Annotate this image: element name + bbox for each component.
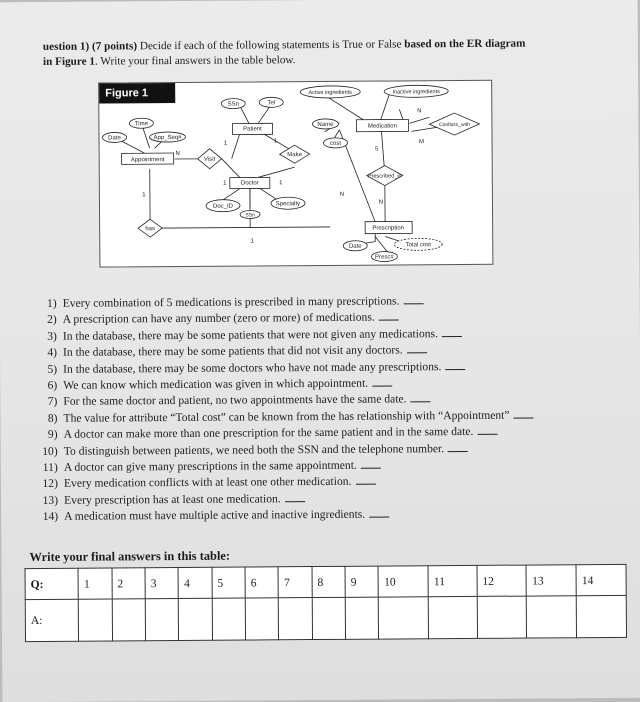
card-appt-n: N <box>175 151 179 157</box>
attr-date-appt-label: Date <box>108 135 121 141</box>
statement-3: 3) In the database, there may be some patients that were not given any medications. <box>27 325 617 346</box>
attr-cost-label: cost <box>330 141 341 147</box>
rel-make-label: Make <box>287 152 302 158</box>
question-instruction: . Write your final answers in the table below. <box>95 54 296 67</box>
attr-specialty-label: Specialty <box>276 201 300 207</box>
answer-cell-5[interactable] <box>212 598 246 640</box>
attr-date-presc-label: Date <box>349 244 362 250</box>
question-lead: uestion 1) (7 points) <box>43 40 137 53</box>
answer-cell-9[interactable] <box>345 598 379 640</box>
attr-ssn-doctor-label: SSn <box>245 212 255 218</box>
answer-cell-13[interactable] <box>527 596 577 638</box>
q-col-6: 6 <box>245 567 279 599</box>
attr-time-label: Time <box>135 121 149 127</box>
q-col-8: 8 <box>312 566 346 598</box>
card-med-5: 5 <box>375 147 379 153</box>
statement-12: 12) Every medication conflicts with at least one other medication. <box>28 472 618 493</box>
card-presc-n: N <box>379 200 383 206</box>
card-doctor-visit: 1 <box>223 181 227 187</box>
statement-5: 5) In the database, there may be some doctors who have not made any prescriptions. <box>27 358 617 379</box>
q-col-10: 10 <box>378 566 428 598</box>
q-col-11: 11 <box>428 565 477 597</box>
attr-tel-label: Tel <box>267 100 275 106</box>
answer-blank <box>407 343 427 353</box>
rel-prescribed-in-label: Prescribed_in <box>368 173 402 179</box>
figure-title: Figure 1 <box>99 83 175 104</box>
question-text: Decide if each of the following statements is True or False <box>137 38 404 52</box>
q-col-1: 1 <box>78 568 112 600</box>
card-doctor-has: 1 <box>251 238 255 244</box>
card-conflicts-m: M <box>419 139 424 145</box>
er-diagram-figure <box>98 80 493 268</box>
answer-blank <box>477 425 497 435</box>
q-col-3: 3 <box>145 567 179 599</box>
figure-reference: in Figure 1 <box>43 56 95 68</box>
attr-doc-id-label: Doc_ID <box>213 204 234 210</box>
a-row-label: A: <box>25 600 79 642</box>
answer-blank <box>379 311 399 321</box>
entity-appointment-label: Appointment <box>131 157 165 163</box>
q-col-13: 13 <box>526 565 576 597</box>
q-col-2: 2 <box>112 568 146 600</box>
q-col-4: 4 <box>178 567 212 599</box>
answer-blank <box>285 492 305 502</box>
answer-cell-10[interactable] <box>379 597 429 639</box>
statement-14: 14) A medication must have multiple active and inactive ingredients. <box>28 505 618 526</box>
answer-cell-11[interactable] <box>428 597 477 639</box>
answer-cell-7[interactable] <box>279 598 313 640</box>
answer-blank <box>445 360 465 370</box>
q-col-5: 5 <box>212 567 246 599</box>
attr-name-label: Name <box>317 122 334 128</box>
attr-active-label: Active ingredients <box>308 90 352 96</box>
answer-blank <box>355 475 375 485</box>
statement-9: 9) A doctor can make more than one prescription for the same patient and in the same date. <box>28 423 618 444</box>
q-row-label: Q: <box>25 568 79 600</box>
attr-total-cost-label: Total cost <box>406 242 432 248</box>
answer-blank <box>372 377 392 387</box>
statement-list <box>27 292 619 526</box>
answer-blank <box>411 393 431 403</box>
entity-prescription-label: Prescription <box>372 225 404 231</box>
statement-8: 8) The value for attribute “Total cost” can be known from the has relationship with “Appointment” <box>27 407 617 428</box>
answer-cell-4[interactable] <box>179 599 213 641</box>
card-doctor-make: 1 <box>279 180 283 186</box>
attr-app-seq-label: App_Seq# <box>153 135 182 141</box>
attr-ssn-patient-label: SSn <box>228 102 239 108</box>
answer-cell-12[interactable] <box>477 596 527 638</box>
answer-cell-1[interactable] <box>79 599 113 641</box>
answer-blank <box>403 294 423 304</box>
card-patient-make: 1 <box>274 138 278 144</box>
rel-has-label: has <box>145 226 155 232</box>
question-header <box>43 36 603 70</box>
statement-2: 2) A prescription can have any number (zero or more) of medications. <box>27 308 617 329</box>
q-col-14: 14 <box>576 564 626 596</box>
answer-blank <box>513 408 533 418</box>
statement-10: 10) To distinguish between patients, we need both the SSN and the telephone number. <box>28 440 618 461</box>
card-appt-has: 1 <box>142 192 146 198</box>
answer-cell-6[interactable] <box>245 598 279 640</box>
answer-blank <box>361 459 381 469</box>
q-col-12: 12 <box>477 565 527 597</box>
question-emphasis: based on the ER diagram <box>404 38 525 51</box>
card-make-n: N <box>340 192 344 198</box>
statement-1: 1) Every combination of 5 medications is prescribed in many prescriptions. <box>27 292 617 313</box>
q-col-9: 9 <box>345 566 379 598</box>
answer-cell-8[interactable] <box>312 598 346 640</box>
entity-patient-label: Patient <box>243 126 262 132</box>
entity-medication-label: Medication <box>368 123 397 129</box>
statement-6: 6) We can know which medication was given in which appointment. <box>27 374 617 395</box>
card-patient-visit: 1 <box>224 141 228 147</box>
answer-cell-2[interactable] <box>112 599 146 641</box>
rel-visit-label: Visit <box>204 157 216 163</box>
statement-7: 7) For the same doctor and patient, no two appointments have the same date. <box>27 390 617 411</box>
answer-cell-14[interactable] <box>576 596 626 638</box>
statement-4: 4) In the database, there may be some patients that did not visit any doctors. <box>27 341 617 362</box>
answer-blank <box>369 508 389 518</box>
answer-cell-3[interactable] <box>145 599 179 641</box>
statement-11: 11) A doctor can give many prescriptions in the same appointment. <box>28 456 618 477</box>
rel-conflicts-label: Conflicts_with <box>439 122 470 128</box>
answer-blank <box>448 442 468 452</box>
attr-presc-num-label: Presc# <box>375 254 394 260</box>
answer-blank <box>442 327 462 337</box>
answer-table <box>25 564 628 642</box>
er-diagram <box>99 81 492 267</box>
statement-13: 13) Every prescription has at least one medication. <box>28 489 618 510</box>
attr-inactive-label: Inactive ingredients <box>392 89 440 95</box>
card-med-n: N <box>417 108 421 114</box>
q-col-7: 7 <box>278 567 312 599</box>
answer-table-title: Write your final answers in this table: <box>29 549 230 565</box>
entity-doctor-label: Doctor <box>241 180 259 186</box>
